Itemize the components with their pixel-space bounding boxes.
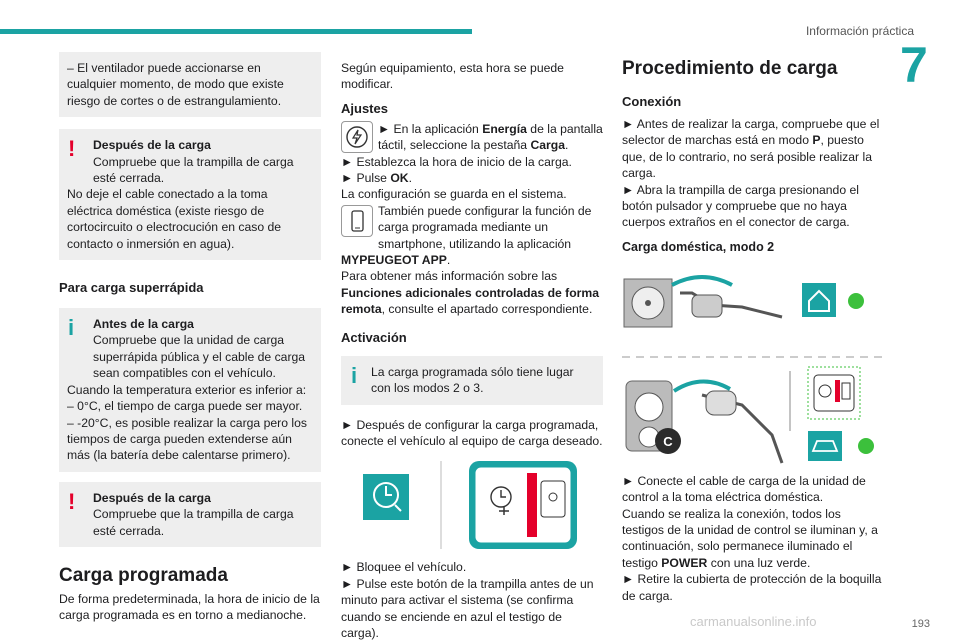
more-info-text: Para obtener más información sobre las Funciones adicionales controladas de forma remota, consulte el apartado correspondiente. [341,269,600,317]
exclamation-icon: ! [68,488,76,514]
energy-app-icon [341,121,373,153]
column-1 [59,52,321,624]
procedure-heading: Procedimiento de carga [622,58,838,79]
activation-step-2: ► Bloquee el vehículo. [341,560,467,575]
settings-saved: La configuración se guarda en el sistema. [341,187,567,202]
scheduled-text: De forma predeterminada, la hora de inicio de la carga programada es en torno a medianoche. [59,591,320,623]
warning-text-2: No deje el cable conectado a la toma eléctrica doméstica (existe riesgo de cortocircuito o electrocución en caso de contacto o inmersión en agua). [67,187,282,251]
warning-box-after-charge-2 [59,482,321,547]
column-3 [622,58,884,604]
info-box-superfast [59,308,321,472]
col2-intro: Según equipamiento, esta hora se puede modificar. [341,61,564,92]
info-text-2: Cuando la temperatura exterior es inferior a: [67,382,307,397]
connection-step-2: ► Abra la trampilla de carga presionando el botón pulsador y compruebe que no haya cuerpos extraños en el conector de carga. [622,182,859,230]
activation-step-3: ► Pulse este botón de la trampilla antes de un minuto para activar el sistema (se confirma cuando se enciende en azul el testigo de carga). [341,576,594,640]
section-title: Información práctica [805,24,914,38]
info-icon: i [68,315,75,341]
settings-step-1: ► En la aplicación Energía de la pantalla táctil, seleccione la pestaña Carga. [341,121,603,154]
column-2 [341,60,603,640]
info-text: Compruebe que la unidad de carga superrápida pública y el cable de carga sean compatibles con el vehículo. [93,333,306,381]
settings-heading: Ajustes [341,100,388,116]
smartphone-text: También puede configurar la función de carga programada mediante un smartphone, utilizando la aplicación MYPEUGEOT APP. [341,203,592,268]
warning-text: Compruebe que la trampilla de carga esté cerrada. [93,154,294,186]
mode2-illustration [622,265,884,465]
info-title: Antes de la carga [93,317,194,332]
page-number: 193 [911,618,930,630]
connection-heading: Conexión [622,94,682,109]
connection-step-1: ► Antes de realizar la carga, compruebe que el selector de marchas está en modo P, puesto que, de lo contrario, no será posible realizar la carga. [622,117,880,181]
settings-step-2: ► Establezca la hora de inicio de la carga. [341,154,572,169]
fan-warning-box [59,52,321,117]
exclamation-icon: ! [68,136,76,162]
warning-title: Después de la carga [93,490,211,505]
charging-cable-illustration [622,265,884,465]
warning-title: Después de la carga [93,138,211,153]
warning-box-after-charge [59,129,321,260]
fan-warning-text: – El ventilador puede accionarse en cualquier momento, de modo que existe riesgo de cortes o de estrangulamiento. [67,61,284,108]
plug-step-1: ► Conecte el cable de carga de la unidad de control a la toma eléctrica doméstica. [622,473,866,505]
header-bar [0,29,472,34]
activation-heading: Activación [341,329,407,345]
info-icon: i [351,362,358,388]
scheduled-heading: Carga programada [59,564,228,586]
timer-plug-illustration [341,461,603,551]
plug-text-2: Cuando se realiza la conexión, todos los testigos de la unidad de control se iluminan y, a continuación, solo permanece iluminado el testigo POWER con una luz verde. [622,506,878,570]
plug-step-3: ► Retire la cubierta de protección de la boquilla de carga. [622,572,882,603]
smartphone-icon [341,205,373,237]
info-box-modes [341,356,603,405]
warning-text: Compruebe que la trampilla de carga esté cerrada. [93,507,294,538]
connector-letter: C [663,433,673,449]
info-text-3: – 0°C, el tiempo de carga puede ser mayor. [67,399,303,414]
chapter-number: 7 [900,37,928,93]
mode2-heading: Carga doméstica, modo 2 [622,239,775,254]
info-text: La carga programada sólo tiene lugar con los modos 2 o 3. [371,364,574,396]
watermark-text: carmanualsonline.info [690,614,817,629]
info-text-4: – -20°C, es posible realizar la carga pero los tiempos de carga pueden extenderse aún más (la batería debe calentarse primero). [67,415,307,463]
settings-step-3: ► Pulse OK. [341,171,412,186]
activation-illustration [341,461,603,551]
activation-step-1: ► Después de configurar la carga programada, conecte el vehículo al equipo de carga deseado. [341,417,603,448]
superfast-heading: Para carga superrápida [59,280,204,296]
